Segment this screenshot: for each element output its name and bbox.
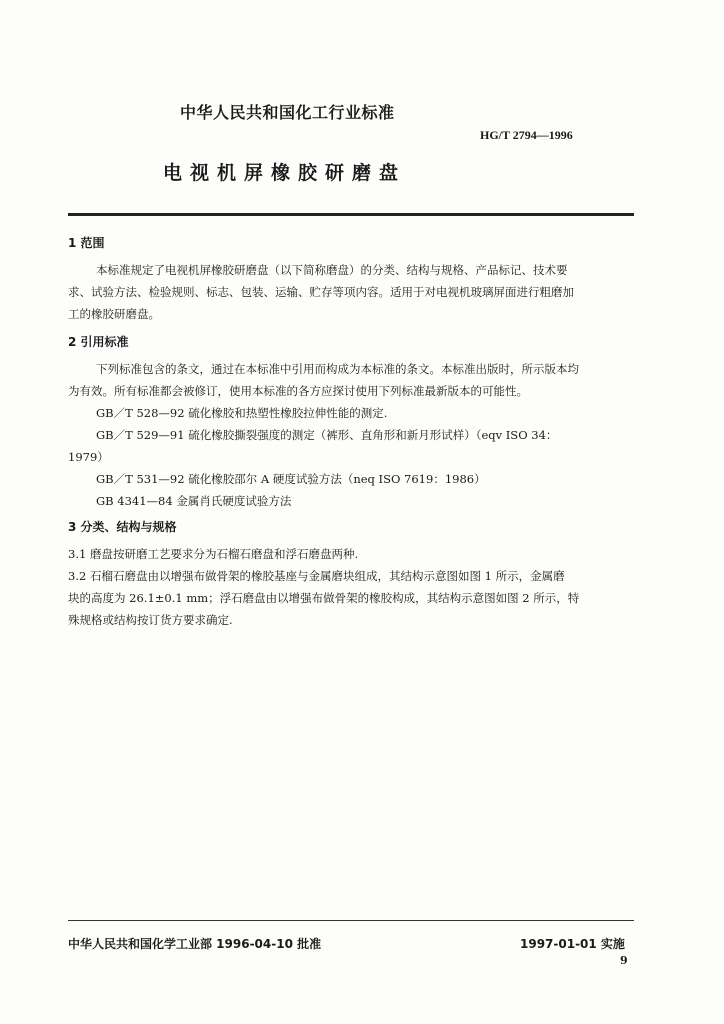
- section-3-heading: 3 分类、结构与规格: [68, 520, 177, 534]
- section-2-heading: 2 引用标准: [68, 335, 129, 349]
- document-title: 电视机屏橡胶研磨盘: [163, 162, 407, 184]
- issuing-organization: 中华人民共和国化工行业标准: [180, 103, 395, 122]
- reference-item: GB 4341—84 金属肖氏硬度试验方法: [96, 494, 292, 508]
- implementation-date: 1997-01-01 实施: [520, 937, 625, 951]
- reference-item: GB／T 528—92 硫化橡胶和热塑性橡胶拉伸性能的测定.: [96, 406, 388, 420]
- page-number: 9: [620, 954, 628, 967]
- standard-code: HG/T 2794—1996: [480, 128, 573, 142]
- section-1-heading: 1 范围: [68, 236, 105, 250]
- footer-divider: [68, 920, 634, 921]
- header-divider: [68, 213, 634, 216]
- clause-3-1: 3.1 磨盘按研磨工艺要求分为石榴石磨盘和浮石磨盘两种.: [68, 547, 359, 561]
- section-1-para-line: 本标准规定了电视机屏橡胶研磨盘（以下简称磨盘）的分类、结构与规格、产品标记、技术要: [96, 263, 568, 277]
- section-1-para-line: 工的橡胶研磨盘。: [68, 307, 160, 321]
- reference-item: GB／T 531—92 硫化橡胶邵尔 A 硬度试验方法（neq ISO 7619：1986）: [96, 472, 486, 486]
- section-1-para-line: 求、试验方法、检验规则、标志、包装、运输、贮存等项内容。适用于对电视机玻璃屏面进行粗磨加: [68, 285, 574, 299]
- clause-3-2-line: 殊规格或结构按订货方要求确定.: [68, 613, 233, 627]
- reference-item: GB／T 529—91 硫化橡胶撕裂强度的测定（裤形、直角形和新月形试样）（eqv ISO 34：: [96, 428, 558, 442]
- approval-statement: 中华人民共和国化学工业部 1996-04-10 批准: [68, 937, 322, 951]
- clause-3-2-line: 块的高度为 26.1±0.1 mm；浮石磨盘由以增强布做骨架的橡胶构成，其结构示意图如图 2 所示，特: [68, 591, 580, 605]
- reference-item-continuation: 1979）: [68, 450, 109, 464]
- section-2-para-line: 下列标准包含的条文，通过在本标准中引用而构成为本标准的条文。本标准出版时，所示版本均: [96, 362, 579, 376]
- section-2-para-line: 为有效。所有标准都会被修订，使用本标准的各方应探讨使用下列标准最新版本的可能性。: [68, 384, 528, 398]
- clause-3-2-line: 3.2 石榴石磨盘由以增强布做骨架的橡胶基座与金属磨块组成，其结构示意图如图 1 所示，金属磨: [68, 569, 565, 583]
